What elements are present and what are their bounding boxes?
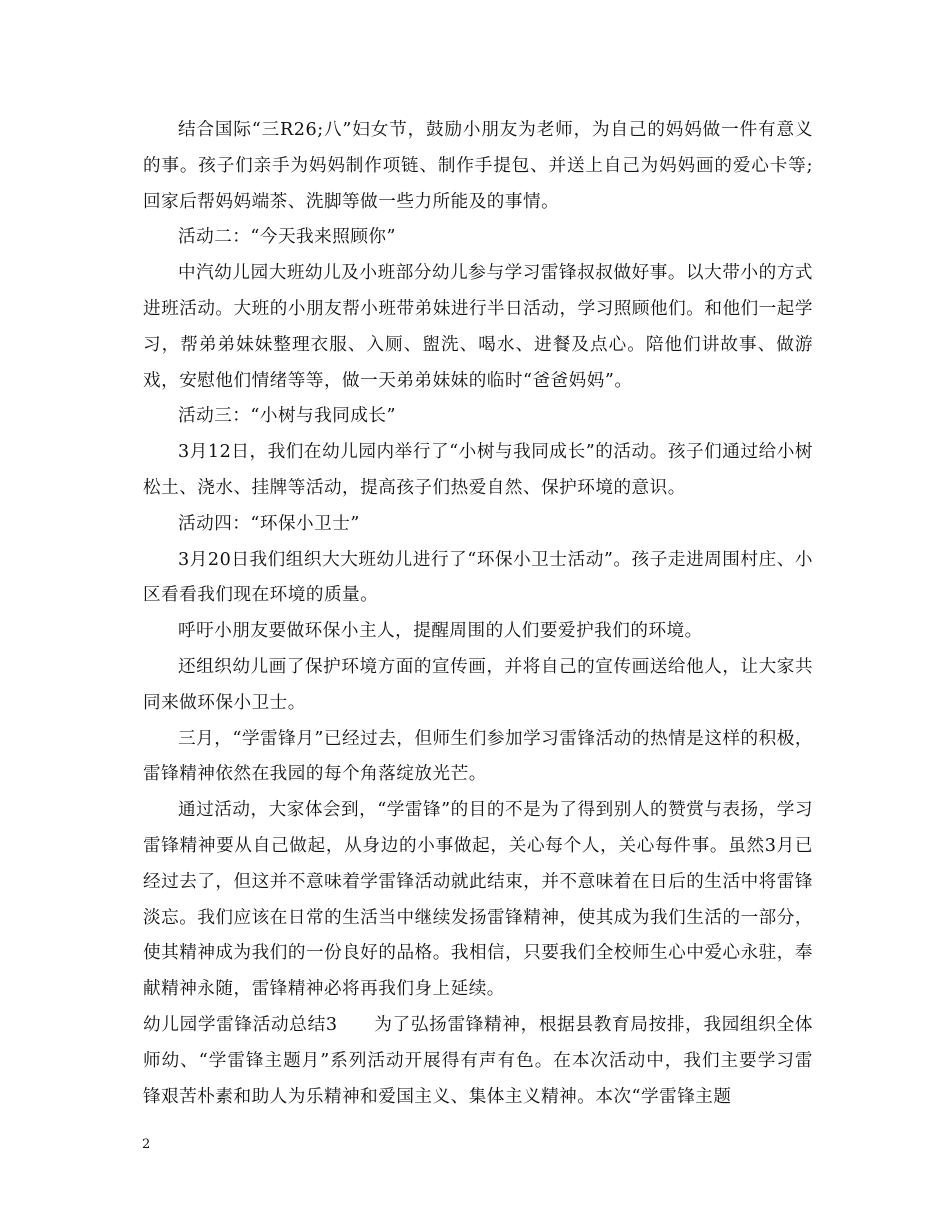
paragraph-2-heading: 活动二：“今天我来照顾你” — [178, 227, 397, 248]
paragraph-11: 通过活动，大家体会到，“学雷锋”的目的不是为了得到别人的赞赏与表扬，学习雷锋精神要从自己做起，从身边的小事做起，关心每个人，关心每件事。虽然3月已经过去了，但这并不意味着学雷锋活动就此结束，并不意味着在日后的生活中将雷锋淡忘。我们应该在日常的生活当中继续发扬雷锋精神，使其成为我们生活的一部分，使其精神成为我们的一份良好的品格。我相信，只要我们全校师生心中爱心永驻，奉献精神永随，雷锋精神必将再我们身上延续。 — [143, 800, 813, 1000]
paragraph-4-heading: 活动三：“小树与我同成长” — [178, 406, 397, 427]
paragraph-7: 3月20日我们组织大大班幼儿进行了“环保小卫士活动”。孩子走进周围村庄、小区看看我们现在环境的质量。 — [143, 549, 813, 606]
paragraph-6-heading: 活动四：“环保小卫士” — [178, 513, 360, 534]
paragraph-8: 呼吁小朋友要做环保小主人，提醒周围的人们要爱护我们的环境。 — [178, 621, 703, 642]
paragraph-12-section-start: 幼儿园学雷锋活动总结3 为了弘扬雷锋精神，根据县教育局按排，我园组织全体师幼、“学雷锋主题月”系列活动开展得有声有色。在本次活动中，我们主要学习雷锋艰苦朴素和助人为乐精神和爱国主义、集体主义精神。本次“学雷锋主题 — [143, 1014, 813, 1107]
paragraph-5: 3月12日，我们在幼儿园内举行了“小树与我同成长”的活动。孩子们通过给小树松土、浇水、挂牌等活动，提高孩子们热爱自然、保护环境的意识。 — [143, 442, 813, 498]
paragraph-10: 三月，“学雷锋月”已经过去，但师生们参加学习雷锋活动的热情是这样的积极，雷锋精神依然在我园的每个角落绽放光芒。 — [143, 728, 813, 785]
paragraph-3: 中汽幼儿园大班幼儿及小班部分幼儿参与学习雷锋叔叔做好事。以大带小的方式进班活动。大班的小朋友帮小班带弟妹进行半日活动，学习照顾他们。和他们一起学习，帮弟弟妹妹整理衣服、入厕、盥洗、喝水、进餐及点心。陪他们讲故事、做游戏，安慰他们情绪等等，做一天弟弟妹妹的临时“爸爸妈妈”。 — [143, 263, 813, 391]
page-number: 2 — [142, 1137, 151, 1152]
document-body — [143, 113, 813, 1115]
paragraph-9: 还组织幼儿画了保护环境方面的宣传画，并将自己的宣传画送给他人，让大家共同来做环保小卫士。 — [143, 656, 813, 713]
paragraph-1: 结合国际“三R26;八”妇女节，鼓励小朋友为老师，为自己的妈妈做一件有意义的事。孩子们亲手为妈妈制作项链、制作手提包、并送上自己为妈妈画的爱心卡等;回家后帮妈妈端茶、洗脚等做一些力所能及的事情。 — [143, 120, 813, 212]
